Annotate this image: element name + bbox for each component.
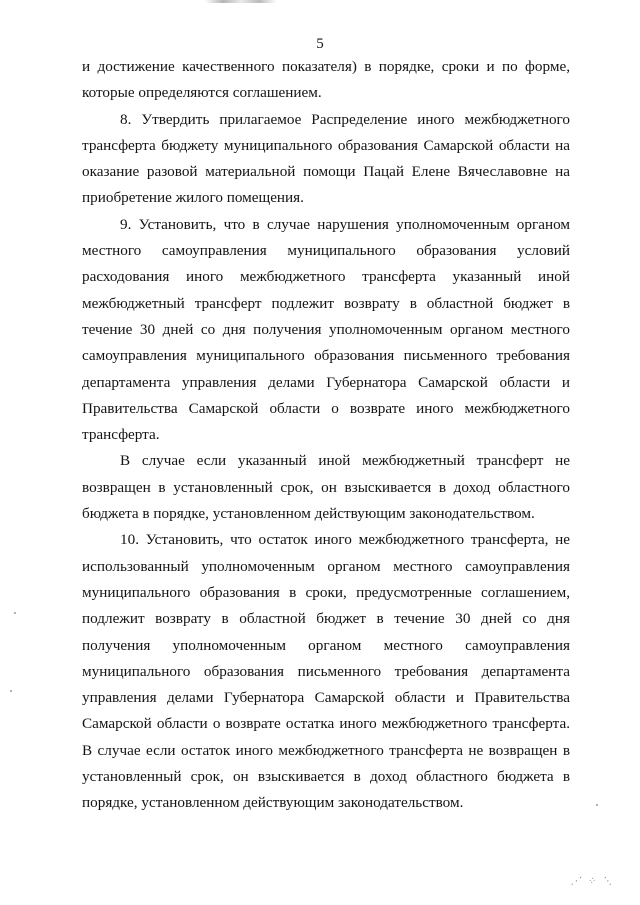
scan-speck xyxy=(596,804,598,806)
scan-speck xyxy=(14,612,16,614)
scan-artifact-corner: ⋰ ⁘ ⋱ xyxy=(570,876,614,887)
paragraph-item-9: 9. Установить, что в случае нарушения уполномоченным органом местного самоуправления муниципального образования условий расходования иного межбюджетного трансферта указанный иной межбюджетный трансферт подлежит возврату в областной бюджет в течение 30 дней со дня получения уполномоченным органом местного самоуправления муниципального образования письменного требования департамента управления делами Губернатора Самарской области и Правительства Самарской области о возврате иного межбюджетного трансферта. xyxy=(82,215,570,444)
scan-speck xyxy=(10,690,12,692)
paragraph-item-10: 10. Установить, что остаток иного межбюджетного трансферта, не использованный уполномоченным органом местного самоуправления муниципального образования в сроки, предусмотренные соглашением, подлежит возврату в областной бюджет в течение 30 дней со дня получения уполномоченным органом местного самоуправления муниципального образования письменного требования департамента управления делами Губернатора Самарской области и Правительства Самарской области о возврате остатка иного межбюджетного трансферта. В случае если остаток иного межбюджетного трансферта не возвращен в установленный срок, он взыскивается в доход областного бюджета в порядке, установленном действующим законодательством. xyxy=(82,531,570,812)
document-body xyxy=(82,54,570,817)
scan-artifact xyxy=(205,0,277,3)
page-number: 5 xyxy=(316,36,324,52)
paragraph-item-8: 8. Утвердить прилагаемое Распределение иного межбюджетного трансферта бюджету муниципального образования Самарской области на оказание разовой материальной помощи Пацай Елене Вячеславовне на приобретение жилого помещения. xyxy=(82,110,570,207)
paragraph-item-9-continuation: В случае если указанный иной межбюджетный трансферт не возвращен в установленный срок, он взыскивается в доход областного бюджета в порядке, установленном действующим законодательством. xyxy=(82,452,570,523)
paragraph-continuation: и достижение качественного показателя) в порядке, сроки и по форме, которые определяются соглашением. xyxy=(82,58,570,102)
